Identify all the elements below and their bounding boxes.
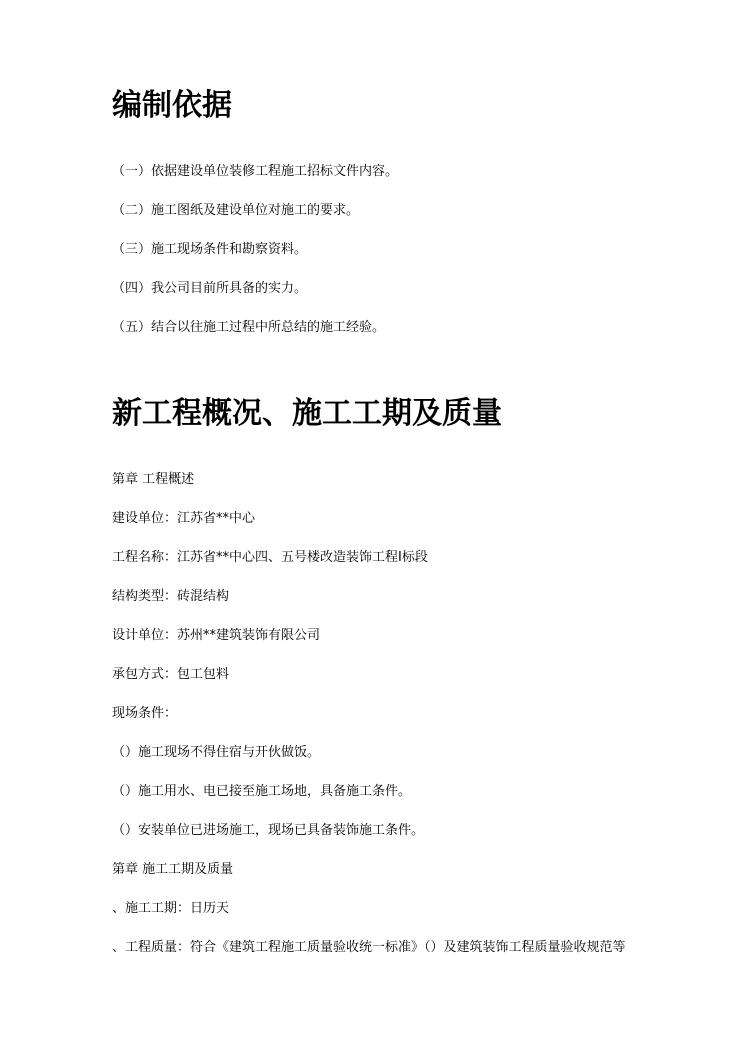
basis-item-2: （二）施工图纸及建设单位对施工的要求。: [112, 203, 360, 218]
site-condition-item-1: （）施工现场不得住宿与开伙做饭。: [112, 745, 321, 760]
basis-item-5: （五）结合以往施工过程中所总结的施工经验。: [112, 320, 386, 335]
chapter-title-overview: 第章 工程概述: [112, 472, 195, 487]
section-heading-overview: 新工程概况、施工工期及质量: [112, 396, 502, 431]
basis-item-3: （三）施工现场条件和勘察资料。: [112, 242, 308, 257]
quality-line: 、工程质量：符合《建筑工程施工质量验收统一标准》（）及建筑装饰工程质量验收规范等: [112, 940, 626, 955]
site-conditions-label: 现场条件：: [112, 706, 178, 721]
site-condition-item-2: （）施工用水、电已接至施工场地，具备施工条件。: [112, 784, 412, 799]
site-condition-item-3: （）安装单位已进场施工，现场已具备装饰施工条件。: [112, 823, 425, 838]
schedule-line: 、施工工期：日历天: [112, 901, 230, 916]
section-heading-basis: 编制依据: [112, 88, 232, 123]
contract-mode-line: 承包方式：包工包料: [112, 667, 230, 682]
basis-item-4: （四）我公司目前所具备的实力。: [112, 281, 308, 296]
design-unit-line: 设计单位：苏州**建筑装饰有限公司: [112, 628, 321, 643]
basis-item-1: （一）依据建设单位装修工程施工招标文件内容。: [112, 164, 399, 179]
owner-unit-line: 建设单位：江苏省**中心: [112, 511, 256, 526]
project-name-line: 工程名称：江苏省**中心四、五号楼改造装饰工程Ⅰ标段: [112, 550, 428, 565]
chapter-title-schedule: 第章 施工工期及质量: [112, 862, 234, 877]
structure-type-line: 结构类型：砖混结构: [112, 589, 230, 604]
